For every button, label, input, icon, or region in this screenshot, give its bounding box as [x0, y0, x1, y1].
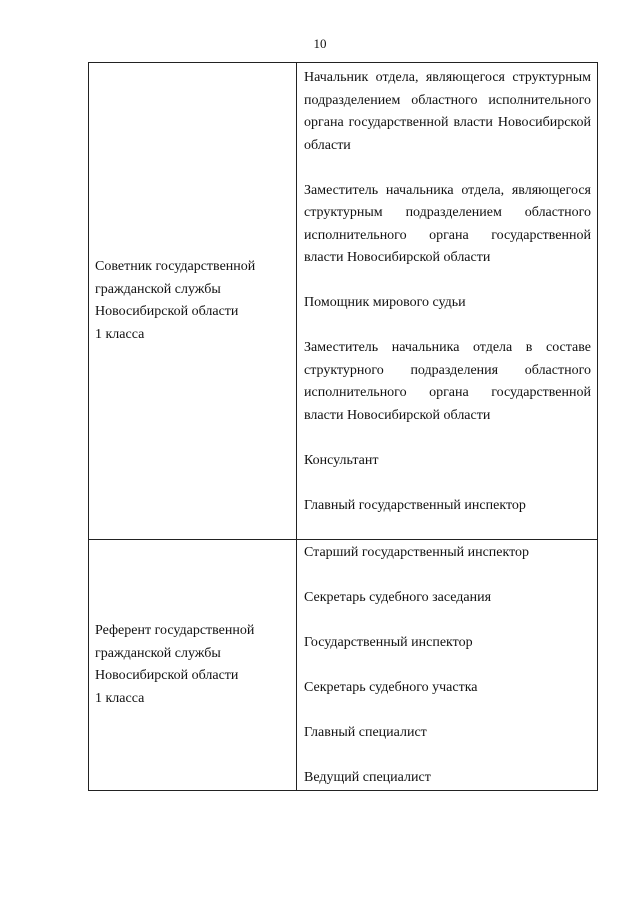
position-item: Главный специалист	[304, 725, 427, 740]
page-number: 10	[313, 36, 327, 51]
position-item: Ведущий специалист	[304, 770, 431, 785]
grade-line: Референт государственной	[95, 623, 255, 638]
grade-line: 1 класса	[95, 690, 145, 706]
grade-cell	[89, 63, 297, 540]
position-item: Заместитель начальника отдела, являющегося структурным подразделением областного исполнительного органа государственной власти Новосибирской области	[304, 182, 591, 265]
grade-line: Новосибирской области	[95, 304, 239, 319]
grade-positions-table	[88, 62, 598, 791]
positions-cell	[297, 540, 598, 791]
grade-line: 1 класса	[95, 326, 145, 342]
grade-cell	[89, 540, 297, 791]
grade-line: гражданской службы	[95, 281, 221, 297]
positions-cell	[297, 63, 598, 540]
position-item: Государственный инспектор	[304, 635, 473, 650]
position-item: Секретарь судебного заседания	[304, 590, 492, 605]
position-item: Заместитель начальника отдела в составе структурного подразделения областного исполнительного органа государственной власти Новосибирской области	[304, 340, 591, 423]
grade-line: гражданской службы	[95, 645, 221, 661]
position-item: Старший государственный инспектор	[304, 545, 530, 560]
position-item: Помощник мирового судьи	[304, 295, 466, 310]
position-item: Начальник отдела, являющегося структурным подразделением областного исполнительного органа государственной власти Новосибирской области	[304, 70, 591, 153]
table-row	[89, 63, 598, 540]
position-item: Консультант	[304, 452, 379, 468]
grade-line: Советник государственной	[95, 259, 256, 274]
table-row	[89, 540, 598, 791]
position-item: Секретарь судебного участка	[304, 680, 478, 695]
position-item: Главный государственный инспектор	[304, 497, 526, 513]
grade-line: Новосибирской области	[95, 668, 239, 683]
